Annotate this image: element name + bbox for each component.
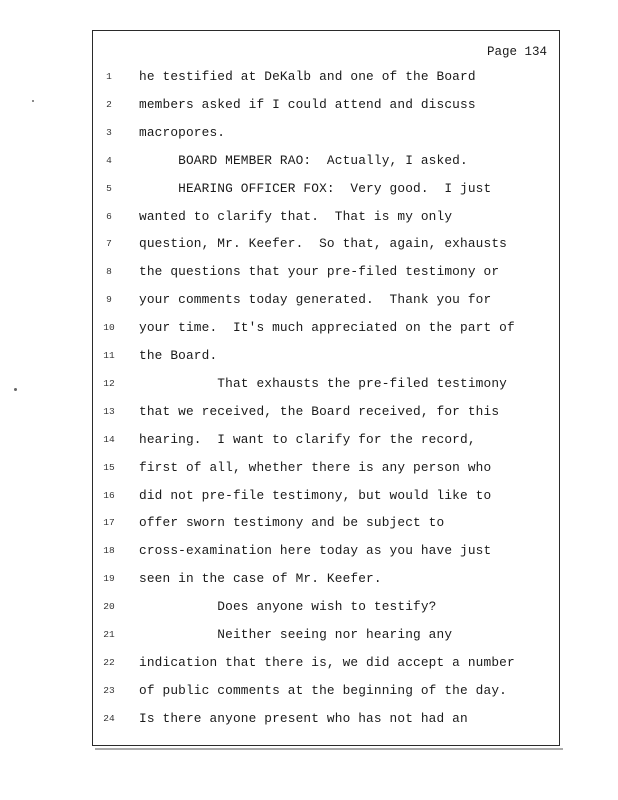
line-number: 21 xyxy=(103,629,115,640)
line-number: 9 xyxy=(106,294,112,306)
line-text: your comments today generated. Thank you for xyxy=(139,292,492,308)
line-text: indication that there is, we did accept a number xyxy=(139,654,515,670)
line-text: the Board. xyxy=(139,348,218,363)
line-text: HEARING OFFICER FOX: Very good. I just xyxy=(139,180,492,196)
line-number: 4 xyxy=(106,154,112,166)
line-text: first of all, whether there is any person who xyxy=(139,459,492,475)
line-text: he testified at DeKalb and one of the Board xyxy=(139,69,476,84)
line-number: 16 xyxy=(103,489,115,501)
line-number: 12 xyxy=(103,377,115,389)
transcript-line xyxy=(93,95,559,115)
line-text: offer sworn testimony and be subject to xyxy=(139,515,445,531)
transcript-line xyxy=(93,318,559,338)
transcript-line xyxy=(93,234,559,254)
line-number: 3 xyxy=(106,126,112,138)
line-text: cross-examination here today as you have just xyxy=(139,543,492,559)
transcript-line xyxy=(93,374,559,394)
line-text: of public comments at the beginning of the day. xyxy=(139,682,507,698)
line-number: 24 xyxy=(103,712,115,724)
transcript-line xyxy=(93,67,559,87)
transcript-line xyxy=(93,513,559,533)
line-text: that we received, the Board received, for this xyxy=(139,403,500,419)
transcript-line xyxy=(93,402,559,422)
line-text: seen in the case of Mr. Keefer. xyxy=(139,571,382,587)
transcript-line xyxy=(93,569,559,589)
line-text: members asked if I could attend and discuss xyxy=(139,96,476,112)
line-text: Neither seeing nor hearing any xyxy=(139,627,453,642)
transcript-line xyxy=(93,458,559,478)
transcript-line xyxy=(93,123,559,143)
line-text: hearing. I want to clarify for the record, xyxy=(139,431,476,447)
line-text: Does anyone wish to testify? xyxy=(139,599,437,615)
line-number: 5 xyxy=(106,182,112,194)
line-text: wanted to clarify that. That is my only xyxy=(139,208,453,224)
transcript-line xyxy=(93,179,559,199)
line-number: 8 xyxy=(106,266,112,278)
line-number: 20 xyxy=(103,601,115,613)
transcript-line xyxy=(93,151,559,171)
transcript-line xyxy=(93,290,559,310)
line-number: 15 xyxy=(103,461,115,473)
line-text: macropores. xyxy=(139,124,226,140)
transcript-line xyxy=(93,597,559,617)
line-number: 7 xyxy=(106,238,112,250)
line-number: 1 xyxy=(106,71,112,82)
line-number: 13 xyxy=(103,405,115,417)
transcript-line xyxy=(93,262,559,282)
transcript-lines xyxy=(93,31,559,745)
line-text: question, Mr. Keefer. So that, again, exhausts xyxy=(139,236,507,252)
line-text: the questions that your pre-filed testimony or xyxy=(139,264,500,280)
transcript-line xyxy=(93,207,559,227)
line-number: 11 xyxy=(103,350,115,361)
transcript-line xyxy=(93,346,559,366)
line-text: BOARD MEMBER RAO: Actually, I asked. xyxy=(139,152,468,168)
line-number: 6 xyxy=(106,210,112,222)
transcript-line xyxy=(93,709,559,729)
line-number: 18 xyxy=(103,545,115,557)
line-number: 19 xyxy=(103,573,115,585)
transcript-line xyxy=(93,653,559,673)
transcript-line xyxy=(93,541,559,561)
line-text: That exhausts the pre-filed testimony xyxy=(139,375,507,391)
transcript-line xyxy=(93,625,559,645)
line-text: Is there anyone present who has not had an xyxy=(139,710,468,726)
line-number: 17 xyxy=(103,517,115,529)
transcript-line xyxy=(93,486,559,506)
transcript-line xyxy=(93,430,559,450)
transcript-page xyxy=(92,30,560,746)
scan-speck xyxy=(32,100,34,102)
scan-speck xyxy=(14,388,17,391)
line-number: 10 xyxy=(103,322,115,334)
transcript-line xyxy=(93,681,559,701)
line-text: did not pre-file testimony, but would like to xyxy=(139,487,492,503)
line-number: 22 xyxy=(103,656,115,668)
line-text: your time. It's much appreciated on the part of xyxy=(139,320,515,336)
line-number: 2 xyxy=(106,98,112,110)
page-number: Page 134 xyxy=(486,45,547,59)
line-number: 14 xyxy=(103,433,115,445)
line-number: 23 xyxy=(103,684,115,696)
